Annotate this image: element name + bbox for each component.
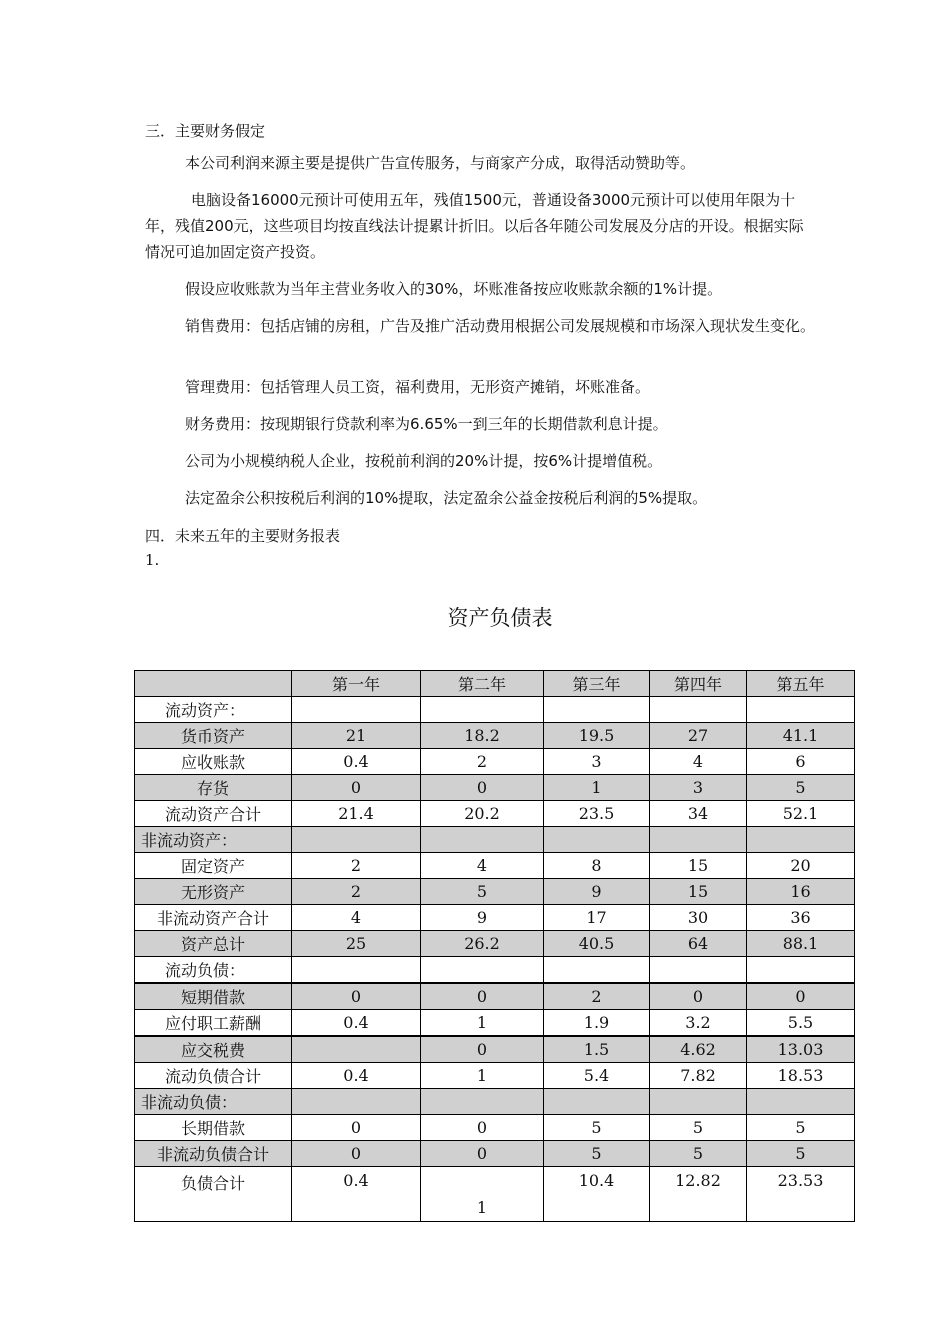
table-row — [135, 827, 855, 853]
value-cell: 5 — [747, 1141, 855, 1167]
table-row — [135, 697, 855, 723]
value-cell: 30 — [650, 905, 747, 931]
paragraph-finance-expenses — [145, 411, 815, 437]
row-label-cell: 短期借款 — [135, 983, 292, 1010]
table-row — [135, 801, 855, 827]
value-cell: 5 — [747, 775, 855, 801]
value-cell: 3 — [650, 775, 747, 801]
table-row — [135, 983, 855, 1010]
value-cell — [544, 957, 650, 984]
header-corner-cell — [135, 671, 292, 697]
balance-sheet-table — [134, 670, 855, 1222]
row-label-cell: 货币资产 — [135, 723, 292, 749]
value-cell: 5 — [650, 1141, 747, 1167]
value-cell: 0 — [747, 983, 855, 1010]
value-cell — [650, 697, 747, 723]
value-cell — [747, 1089, 855, 1115]
value-cell: 3 — [544, 749, 650, 775]
value-cell: 19.5 — [544, 723, 650, 749]
value-cell: 3.2 — [650, 1010, 747, 1037]
paragraph-text: 公司为小规模纳税人企业，按税前利润的20%计提，按6%计提增值税。 — [185, 452, 663, 470]
value-cell: 2 — [544, 983, 650, 1010]
value-cell: 1 — [421, 1010, 544, 1037]
value-cell: 64 — [650, 931, 747, 957]
row-label-cell: 流动负债： — [135, 957, 292, 984]
value-cell: 7.82 — [650, 1063, 747, 1089]
value-cell: 0.4 — [292, 1010, 421, 1037]
value-cell: 20 — [747, 853, 855, 879]
value-cell — [421, 697, 544, 723]
value-cell: 0 — [421, 983, 544, 1010]
row-label-cell: 应付职工薪酬 — [135, 1010, 292, 1037]
table-row — [135, 1063, 855, 1089]
paragraph-text: 法定盈余公积按税后利润的10%提取，法定盈余公益金按税后利润的5%提取。 — [185, 489, 708, 507]
value-cell: 18.2 — [421, 723, 544, 749]
column-header-cell: 第一年 — [292, 671, 421, 697]
column-header-cell: 第二年 — [421, 671, 544, 697]
value-cell: 8 — [544, 853, 650, 879]
value-cell: 1 — [544, 775, 650, 801]
value-cell: 1 — [421, 1063, 544, 1089]
value-cell: 4 — [421, 853, 544, 879]
table-row — [135, 1010, 855, 1037]
value-cell: 10.4 — [544, 1167, 650, 1222]
row-label-cell: 非流动负债合计 — [135, 1141, 292, 1167]
row-label-cell: 资产总计 — [135, 931, 292, 957]
row-label-cell: 存货 — [135, 775, 292, 801]
row-label-cell: 长期借款 — [135, 1115, 292, 1141]
value-cell: 1.9 — [544, 1010, 650, 1037]
value-cell: 26.2 — [421, 931, 544, 957]
row-label-cell: 非流动负债： — [135, 1089, 292, 1115]
value-cell: 15 — [650, 853, 747, 879]
table-row — [135, 1036, 855, 1063]
paragraph-tax — [145, 448, 815, 474]
value-cell: 0 — [421, 775, 544, 801]
paragraph-text: 销售费用：包括店铺的房租，广告及推广活动费用根据公司发展规模和市场深入现状发生变化。 — [185, 317, 816, 335]
value-cell — [650, 1089, 747, 1115]
table-row — [135, 1115, 855, 1141]
row-label-cell: 固定资产 — [135, 853, 292, 879]
section-3-heading: 三．主要财务假定 — [145, 122, 266, 140]
value-cell: 0.4 — [292, 1063, 421, 1089]
value-cell: 5 — [544, 1115, 650, 1141]
value-cell — [292, 697, 421, 723]
value-cell: 5.5 — [747, 1010, 855, 1037]
section-4-item-number: 1. — [145, 551, 160, 569]
row-label-cell: 非流动资产合计 — [135, 905, 292, 931]
value-cell: 20.2 — [421, 801, 544, 827]
table-row — [135, 1089, 855, 1115]
paragraph-surplus-reserve — [145, 485, 815, 511]
value-cell: 27 — [650, 723, 747, 749]
value-cell — [650, 827, 747, 853]
table-row — [135, 879, 855, 905]
value-cell: 88.1 — [747, 931, 855, 957]
value-cell: 0 — [292, 1141, 421, 1167]
value-cell: 18.53 — [747, 1063, 855, 1089]
value-cell: 4.62 — [650, 1036, 747, 1063]
table-row — [135, 749, 855, 775]
value-cell: 4 — [292, 905, 421, 931]
paragraph-text: 管理费用：包括管理人员工资，福利费用，无形资产摊销，坏账准备。 — [185, 378, 651, 396]
value-cell: 1.5 — [544, 1036, 650, 1063]
row-label-cell: 流动资产合计 — [135, 801, 292, 827]
row-label-cell: 应交税费 — [135, 1036, 292, 1063]
value-cell: 15 — [650, 879, 747, 905]
paragraph-text: 本公司利润来源主要是提供广告宣传服务，与商家产分成，取得活动赞助等。 — [185, 154, 696, 172]
table-row — [135, 723, 855, 749]
value-cell: 34 — [650, 801, 747, 827]
value-cell: 21.4 — [292, 801, 421, 827]
paragraph-text: 财务费用：按现期银行贷款利率为6.65%一到三年的长期借款利息计提。 — [185, 415, 668, 433]
value-cell: 0 — [292, 1115, 421, 1141]
section-4-heading: 四．未来五年的主要财务报表 — [145, 527, 341, 545]
value-cell — [544, 1089, 650, 1115]
value-cell: 0 — [421, 1115, 544, 1141]
value-cell — [544, 697, 650, 723]
value-cell: 2 — [292, 853, 421, 879]
value-cell: 5 — [747, 1115, 855, 1141]
column-header-cell: 第四年 — [650, 671, 747, 697]
value-cell: 5 — [544, 1141, 650, 1167]
table-row — [135, 957, 855, 984]
value-cell: 36 — [747, 905, 855, 931]
value-cell: 52.1 — [747, 801, 855, 827]
row-label-cell: 非流动资产： — [135, 827, 292, 853]
value-cell: 2 — [421, 749, 544, 775]
value-cell: 25 — [292, 931, 421, 957]
value-cell: 0 — [650, 983, 747, 1010]
value-cell: 13.03 — [747, 1036, 855, 1063]
value-cell — [421, 1089, 544, 1115]
value-cell: 2 — [292, 879, 421, 905]
table-header-row — [135, 671, 855, 697]
value-cell: 4 — [650, 749, 747, 775]
value-cell — [650, 957, 747, 984]
table-row — [135, 1141, 855, 1167]
value-cell — [544, 827, 650, 853]
value-cell — [292, 1036, 421, 1063]
value-cell — [747, 697, 855, 723]
table-row — [135, 1167, 855, 1222]
value-cell: 5 — [650, 1115, 747, 1141]
value-cell: 23.5 — [544, 801, 650, 827]
row-label-cell: 无形资产 — [135, 879, 292, 905]
value-cell: 0.4 — [292, 1167, 421, 1222]
paragraph-text: 假设应收账款为当年主营业务收入的30%，坏账准备按应收账款余额的1%计提。 — [185, 280, 723, 298]
value-cell: 9 — [544, 879, 650, 905]
row-label-cell: 流动资产： — [135, 697, 292, 723]
column-header-cell: 第五年 — [747, 671, 855, 697]
paragraph-admin-expenses — [145, 374, 815, 400]
value-cell: 0 — [421, 1036, 544, 1063]
value-cell: 17 — [544, 905, 650, 931]
table-row — [135, 931, 855, 957]
value-cell: 0 — [292, 775, 421, 801]
value-cell: 5.4 — [544, 1063, 650, 1089]
paragraph-receivables — [145, 276, 815, 302]
value-cell: 23.53 — [747, 1167, 855, 1222]
row-label-cell: 负债合计 — [135, 1167, 292, 1222]
value-cell — [421, 957, 544, 984]
value-cell: 16 — [747, 879, 855, 905]
value-cell: 0 — [292, 983, 421, 1010]
value-cell: 0 — [421, 1141, 544, 1167]
table-row — [135, 853, 855, 879]
value-cell: 5 — [421, 879, 544, 905]
table-row — [135, 905, 855, 931]
value-cell — [747, 957, 855, 984]
value-cell: 0.4 — [292, 749, 421, 775]
row-label-cell: 流动负债合计 — [135, 1063, 292, 1089]
paragraph-equipment-depreciation — [145, 187, 815, 265]
value-cell: 1 — [421, 1167, 544, 1222]
column-header-cell: 第三年 — [544, 671, 650, 697]
value-cell: 21 — [292, 723, 421, 749]
value-cell: 41.1 — [747, 723, 855, 749]
value-cell — [421, 827, 544, 853]
paragraph-text: 电脑设备16000元预计可使用五年，残值1500元，普通设备3000元预计可以使用年限为十年，残值200元，这些项目均按直线法计提累计折旧。以后各年随公司发展及分店的开设。根据实际情况可追加固定资产投资。 — [145, 191, 804, 261]
balance-sheet-title: 资产负债表 — [447, 606, 553, 630]
value-cell — [292, 1089, 421, 1115]
value-cell: 9 — [421, 905, 544, 931]
value-cell — [292, 957, 421, 984]
table-row — [135, 775, 855, 801]
value-cell — [292, 827, 421, 853]
value-cell: 40.5 — [544, 931, 650, 957]
value-cell: 12.82 — [650, 1167, 747, 1222]
value-cell: 6 — [747, 749, 855, 775]
value-cell — [747, 827, 855, 853]
row-label-cell: 应收账款 — [135, 749, 292, 775]
paragraph-selling-expenses — [145, 313, 815, 339]
paragraph-profit-source — [145, 150, 815, 176]
